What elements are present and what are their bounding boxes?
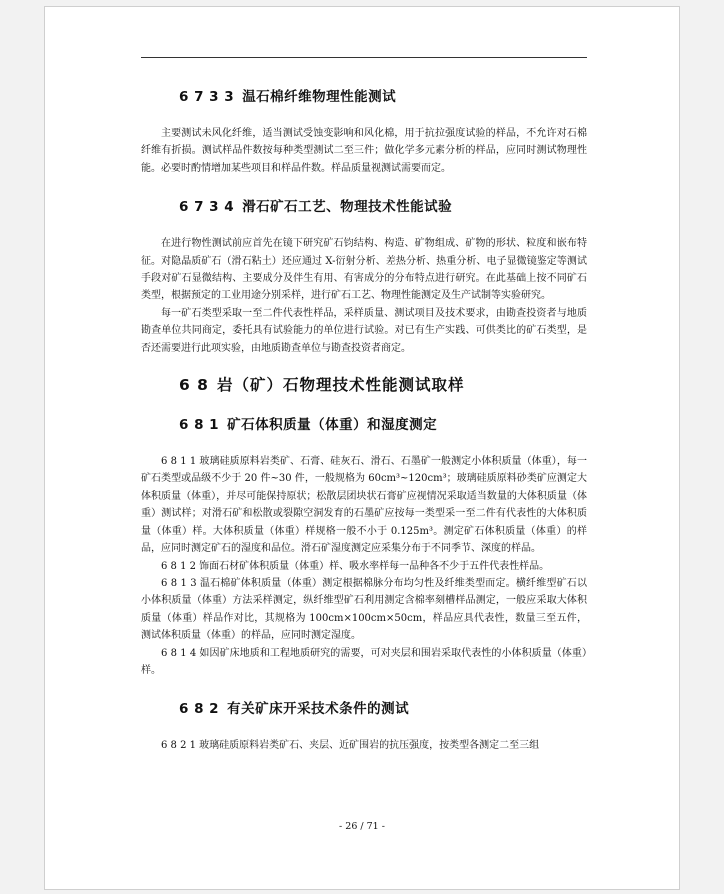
heading-title: 滑石矿石工艺、物理技术性能试验: [242, 199, 453, 216]
subsection-heading: [179, 195, 587, 215]
body-paragraph: 在进行物性测试前应首先在镜下研究矿石钧结构、构造、矿物组成、矿物的形状、粒度和嵌布特征。对隐晶质矿石（滑石粘土）还应通过 X-衍射分析、差热分析、热重分析、电子显微镜鉴定等测试手段对矿石显微结构、主要成分及伴生有用、有害成分的分布特点进行研究。在此基础上按不同矿石类型，根据预定的工业用途分别采样，进行矿石工艺、物理性能测定及生产试制等实验研究。: [141, 238, 587, 302]
subsection-heading: [179, 413, 587, 433]
body-paragraph: 6 8 2 1 玻璃硅质原料岩类矿石、夹层、近矿围岩的抗压强度，按类型各测定二至三组: [161, 740, 540, 752]
body-paragraph: 6 8 1 1 玻璃硅质原料岩类矿、石膏、硅灰石、滑石、石墨矿一般测定小体积质量（体重），每一矿石类型或品级不少于 20 件~30 件，一般规格为 60cm³~120cm³；玻璃硅质原料砂类矿应测定大体积质量（体重），并尽可能保持原状；松散层团块状石膏矿应视情况采取适当数量的大体积质量（体重）测试样；对滑石矿和松散或裂隙空洞发育的石墨矿应按每一类型采一至二件有代表性的大体积质量（体重）样。大体积质量（体重）样规格一般不小于 0.125m³。测定矿石体积质量（体重）的样品，应同时测定矿石的湿度和品位。滑石矿湿度测定应采集分布于不同季节、深度的样品。: [141, 456, 587, 555]
heading-title: 岩（矿）石物理技术性能测试取样: [216, 376, 465, 395]
page-number: - 26 / 71 -: [339, 821, 385, 832]
header-rule: [141, 57, 587, 58]
body-paragraph: 6 8 1 2 饰面石材矿体积质量（体重）样、吸水率样每一品种各不少于五件代表性样品。: [161, 560, 550, 572]
heading-title: 矿石体积质量（体重）和湿度测定: [227, 417, 438, 434]
heading-number: 6 8: [179, 376, 209, 395]
body-paragraph: 6 8 1 4 如因矿床地质和工程地质研究的需要，可对夹层和围岩采取代表性的小体积质量（体重）样。: [141, 647, 587, 676]
section-heading: [179, 373, 587, 395]
page-content: [141, 67, 587, 755]
body-paragraph: 每一矿石类型采取一至二件代表性样品，采样质量、测试项目及技术要求，由勘查投资者与地质勘查单位共同商定，委托具有试验能力的单位进行试验。对已有生产实践、可供类比的矿石类型，是否还需要进行此项实验，由地质勘查单位与勘查投资者商定。: [141, 307, 587, 354]
heading-number: 6 8 1: [179, 417, 220, 434]
heading-title: 有关矿床开采技术条件的测试: [227, 701, 410, 718]
body-paragraph: 6 8 1 3 温石棉矿体积质量（体重）测定根据棉脉分布均匀性及纤维类型而定。横纤维型矿石以小体积质量（体重）方法采样测定，纵纤维型矿石利用测定含棉率刻槽样品测定，一般应采取大体积质量（体重）样品作对比，其规格为 100cm×100cm×50cm，样品应具代表性，数量三至五件，测试体积质量（体重）的样品，应同时测定湿度。: [141, 577, 587, 642]
document-page: [44, 6, 680, 890]
subsection-heading: [179, 697, 587, 717]
heading-number: 6 7 3 4: [179, 199, 235, 216]
heading-number: 6 7 3 3: [179, 89, 235, 105]
heading-title: 温石棉纤维物理性能测试: [242, 89, 397, 105]
heading-number: 6 8 2: [179, 701, 220, 718]
subsection-heading: [179, 85, 587, 105]
body-paragraph: 主要测试未风化纤维，适当测试受蚀变影响和风化棉，用于抗拉强度试验的样品，不允许对石棉纤维有折损。测试样品件数按每种类型测试二至三件；做化学多元素分析的样品，应同时测试物理性能。必要时酌情增加某些项目和样品件数。样品质量视测试需要而定。: [141, 128, 587, 174]
